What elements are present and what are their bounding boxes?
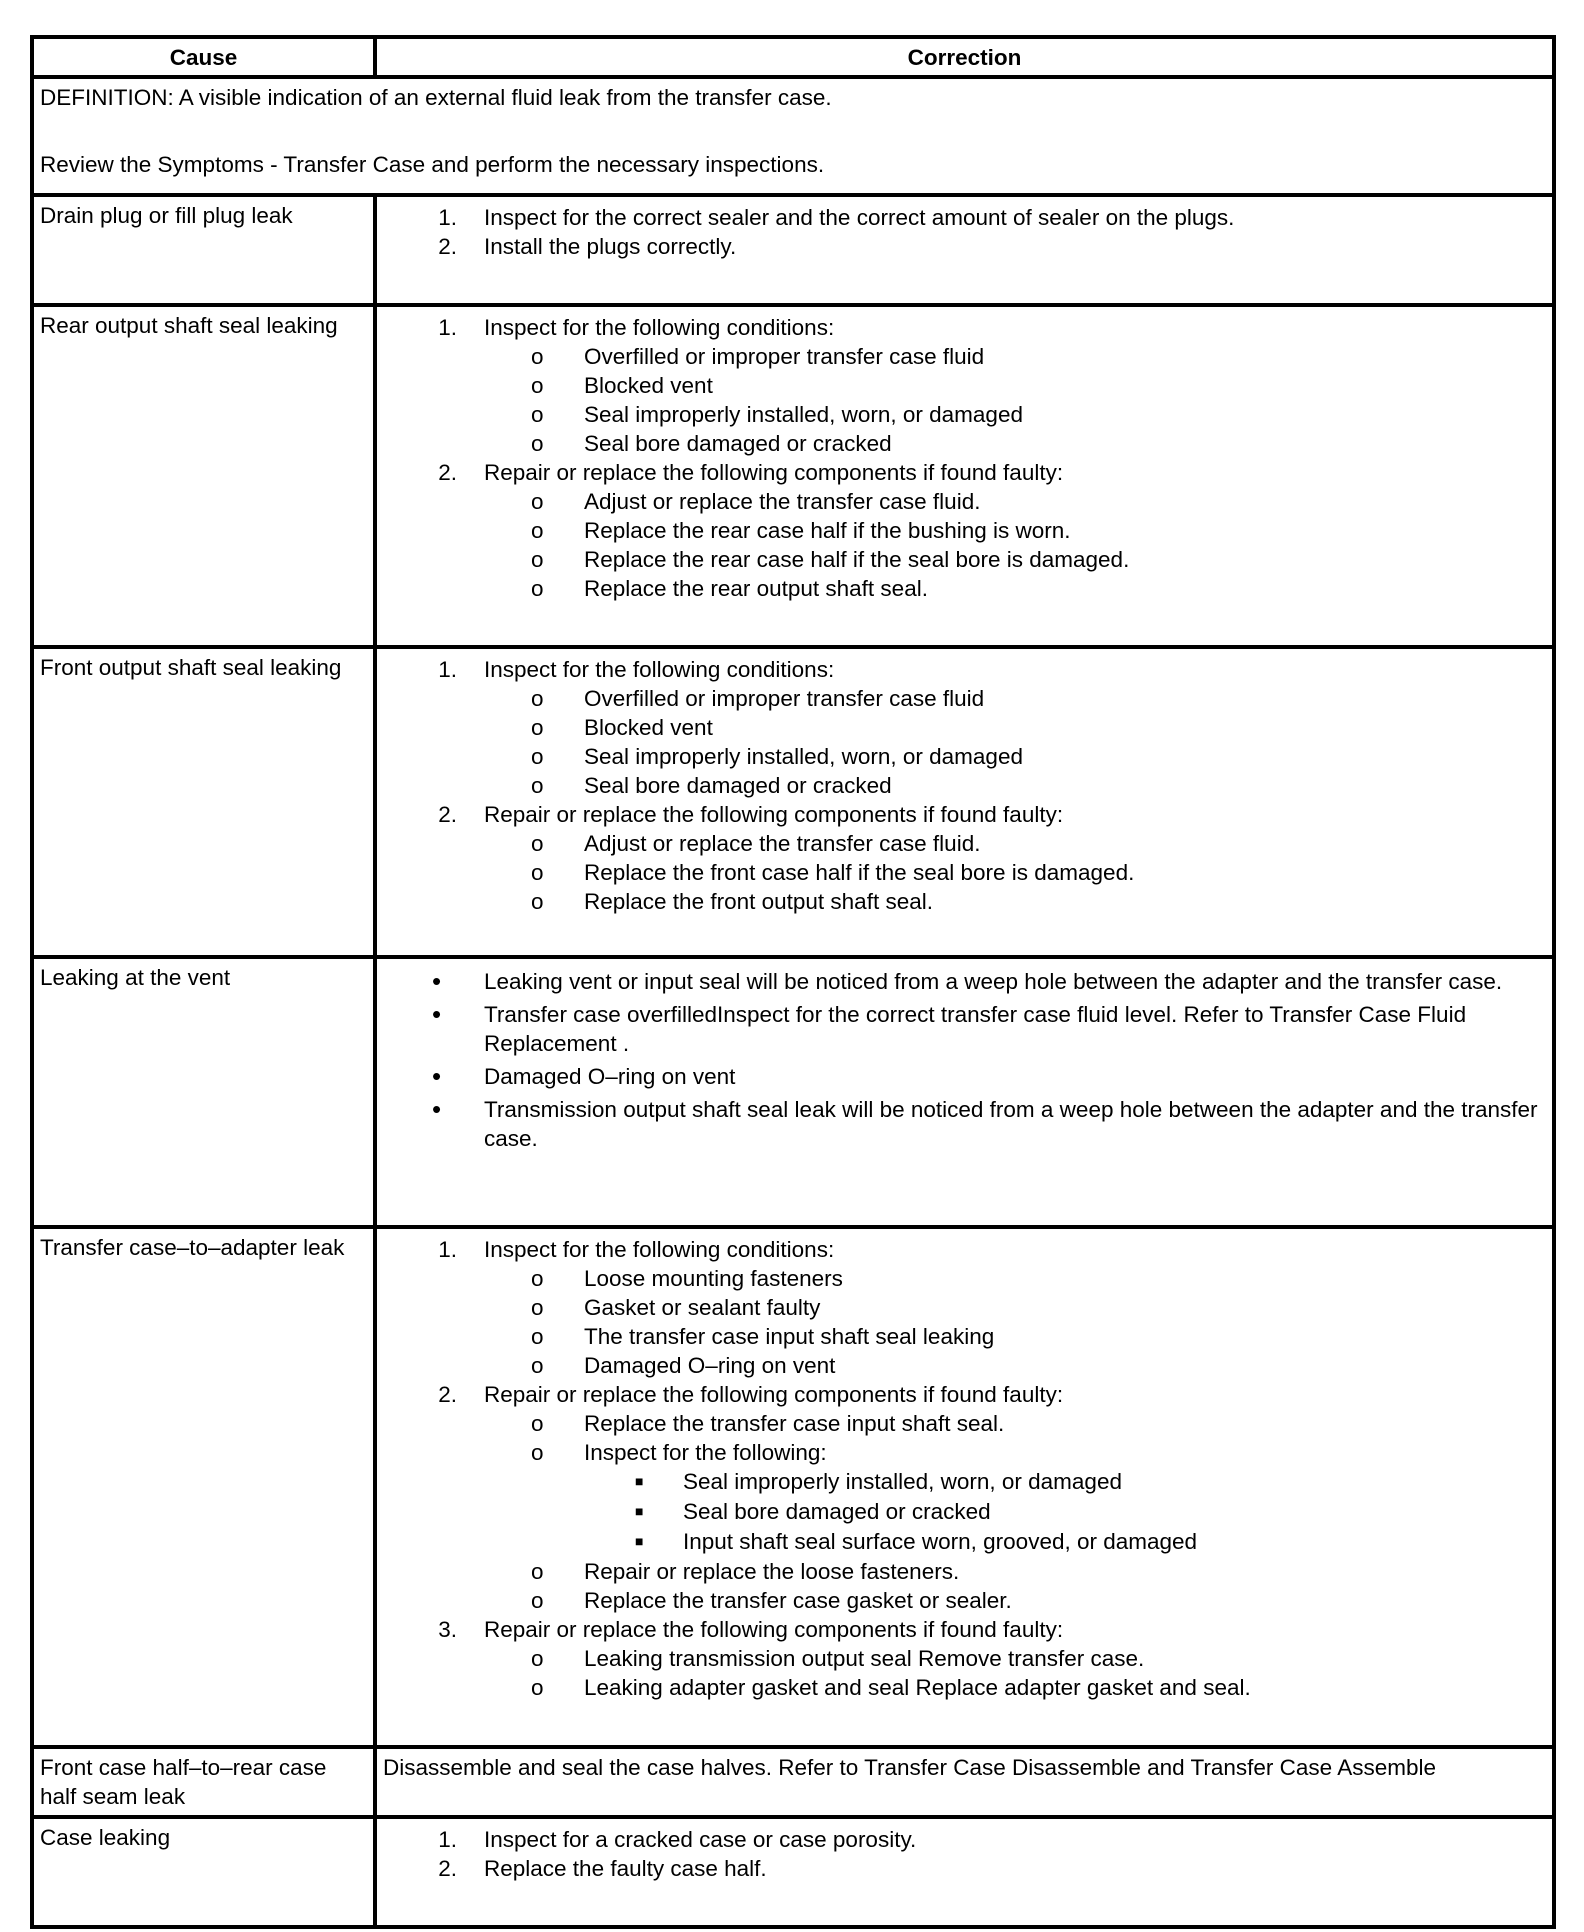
list-item [377, 1062, 1552, 1091]
list-item [377, 574, 1552, 603]
list-item [377, 429, 1552, 458]
bullet-text: Transfer case overfilledInspect for the correct transfer case fluid level. Refer to Transfer Case Fluid Replacement . [484, 1002, 1467, 1056]
list-item [377, 1095, 1552, 1153]
circle-bullet-icon: o [531, 518, 544, 543]
list-item [377, 1615, 1552, 1644]
diagnosis-table [30, 35, 1556, 1929]
list-item [377, 887, 1552, 916]
sub-item-text: Leaking adapter gasket and seal Replace adapter gasket and seal. [584, 1675, 1251, 1700]
step-text: Repair or replace the following components if found faulty: [484, 802, 1064, 827]
bullet-icon: • [432, 1094, 442, 1124]
list-item [377, 400, 1552, 429]
correction-cell [375, 195, 1554, 305]
bullet-icon: • [432, 966, 442, 996]
definition-text: DEFINITION: A visible indication of an external fluid leak from the transfer case. [40, 85, 832, 110]
cause-text: Rear output shaft seal leaking [40, 313, 338, 338]
circle-bullet-icon: o [531, 373, 544, 398]
sub-item-text: Blocked vent [584, 373, 713, 398]
bullet-text: Transmission output shaft seal leak will be noticed from a weep hole between the adapter and the transfer case. [484, 1097, 1538, 1151]
step-text: Inspect for a cracked case or case porosity. [484, 1827, 917, 1852]
sub-item-text: Replace the rear case half if the seal bore is damaged. [584, 547, 1130, 572]
list-item [377, 1264, 1552, 1293]
sub-item-text: Overfilled or improper transfer case fluid [584, 344, 985, 369]
circle-bullet-icon: o [531, 1324, 544, 1349]
list-item [377, 1854, 1552, 1883]
list-item [377, 771, 1552, 800]
sub-item-text: Seal bore damaged or cracked [584, 773, 892, 798]
step-text: Inspect for the following conditions: [484, 657, 835, 682]
sub-item-text: Damaged O–ring on vent [584, 1353, 836, 1378]
definition-row [32, 77, 1554, 195]
cause-text: Drain plug or fill plug leak [40, 203, 293, 228]
correction-header: Correction [375, 37, 1554, 77]
step-text: Install the plugs correctly. [484, 234, 737, 259]
list-item [377, 1293, 1552, 1322]
step-text: Repair or replace the following components if found faulty: [484, 460, 1064, 485]
sub-item-text: Replace the transfer case gasket or sealer. [584, 1588, 1012, 1613]
square-bullet-icon: ■ [635, 1473, 644, 1489]
table-row [32, 1817, 1554, 1927]
circle-bullet-icon: o [531, 547, 544, 572]
step-text: Inspect for the following conditions: [484, 315, 835, 340]
circle-bullet-icon: o [531, 576, 544, 601]
list-item [377, 371, 1552, 400]
square-bullet-icon: ■ [635, 1503, 644, 1519]
list-item [377, 800, 1552, 829]
list-item [377, 684, 1552, 713]
list-item [377, 858, 1552, 887]
step-number: 1. [438, 315, 457, 340]
list-item [377, 1497, 1552, 1527]
list-item [377, 1586, 1552, 1615]
list-item [377, 1673, 1552, 1702]
list-item [377, 829, 1552, 858]
cause-cell [32, 647, 375, 957]
circle-bullet-icon: o [531, 773, 544, 798]
correction-cell [375, 305, 1554, 647]
list-item [377, 458, 1552, 487]
list-item [377, 232, 1552, 261]
bullet-icon: • [432, 999, 442, 1029]
circle-bullet-icon: o [531, 860, 544, 885]
cause-cell [32, 1747, 375, 1817]
step-number: 1. [438, 1827, 457, 1852]
circle-bullet-icon: o [531, 489, 544, 514]
circle-bullet-icon: o [531, 344, 544, 369]
list-item [377, 516, 1552, 545]
sub-item-text: Loose mounting fasteners [584, 1266, 843, 1291]
circle-bullet-icon: o [531, 686, 544, 711]
step-number: 3. [438, 1617, 457, 1642]
list-item [377, 1467, 1552, 1497]
circle-bullet-icon: o [531, 431, 544, 456]
list-item [377, 713, 1552, 742]
correction-text: Disassemble and seal the case halves. Refer to Transfer Case Disassemble and Transfer Case Assemble [383, 1755, 1436, 1780]
list-item [377, 1351, 1552, 1380]
list-item [377, 487, 1552, 516]
sub-item-text: Repair or replace the loose fasteners. [584, 1559, 960, 1584]
cause-text: Front output shaft seal leaking [40, 655, 342, 680]
circle-bullet-icon: o [531, 1411, 544, 1436]
sub-item-text: Adjust or replace the transfer case fluid. [584, 831, 981, 856]
cause-text: Transfer case–to–adapter leak [40, 1235, 345, 1260]
step-number: 1. [438, 1237, 457, 1262]
list-item [377, 342, 1552, 371]
sub-item-text: Replace the rear case half if the bushing is worn. [584, 518, 1071, 543]
circle-bullet-icon: o [531, 402, 544, 427]
header-row [32, 37, 1554, 77]
circle-bullet-icon: o [531, 1440, 544, 1465]
step-text: Replace the faulty case half. [484, 1856, 767, 1881]
table-row [32, 305, 1554, 647]
step-text: Inspect for the following conditions: [484, 1237, 835, 1262]
circle-bullet-icon: o [531, 1559, 544, 1584]
cause-text: Front case half–to–rear case half seam leak [40, 1755, 327, 1809]
correction-cell [375, 647, 1554, 957]
cause-cell [32, 957, 375, 1227]
circle-bullet-icon: o [531, 715, 544, 740]
sub-item-text: The transfer case input shaft seal leaking [584, 1324, 995, 1349]
circle-bullet-icon: o [531, 1588, 544, 1613]
bullet-text: Damaged O–ring on vent [484, 1064, 736, 1089]
sub-item-text: Seal improperly installed, worn, or damaged [584, 402, 1023, 427]
list-item [377, 1557, 1552, 1586]
sub-item-text: Leaking transmission output seal Remove transfer case. [584, 1646, 1145, 1671]
sub-sub-item-text: Seal improperly installed, worn, or damaged [683, 1469, 1122, 1494]
bullet-icon: • [432, 1061, 442, 1091]
sub-item-text: Adjust or replace the transfer case fluid. [584, 489, 981, 514]
list-item [377, 1380, 1552, 1409]
list-item [377, 1825, 1552, 1854]
step-text: Repair or replace the following components if found faulty: [484, 1382, 1064, 1407]
square-bullet-icon: ■ [635, 1533, 644, 1549]
step-text: Repair or replace the following components if found faulty: [484, 1617, 1064, 1642]
sub-item-text: Replace the transfer case input shaft seal. [584, 1411, 1005, 1436]
step-number: 2. [438, 234, 457, 259]
list-item [377, 313, 1552, 342]
list-item [377, 655, 1552, 684]
sub-item-text: Seal improperly installed, worn, or damaged [584, 744, 1023, 769]
table-row [32, 647, 1554, 957]
list-item [377, 1644, 1552, 1673]
list-item [377, 1409, 1552, 1438]
circle-bullet-icon: o [531, 1266, 544, 1291]
sub-sub-item-text: Seal bore damaged or cracked [683, 1499, 991, 1524]
sub-item-text: Inspect for the following: [584, 1440, 827, 1465]
table-row [32, 195, 1554, 305]
correction-cell [375, 1747, 1554, 1817]
step-number: 1. [438, 657, 457, 682]
definition-cell [32, 77, 1554, 195]
sub-sub-item-text: Input shaft seal surface worn, grooved, or damaged [683, 1529, 1198, 1554]
circle-bullet-icon: o [531, 889, 544, 914]
cause-cell [32, 195, 375, 305]
step-number: 2. [438, 1856, 457, 1881]
list-item [377, 742, 1552, 771]
step-number: 2. [438, 460, 457, 485]
circle-bullet-icon: o [531, 831, 544, 856]
list-item [377, 203, 1552, 232]
list-item [377, 967, 1552, 996]
cause-cell [32, 1817, 375, 1927]
cause-cell [32, 1227, 375, 1747]
circle-bullet-icon: o [531, 1295, 544, 1320]
review-text: Review the Symptoms - Transfer Case and perform the necessary inspections. [40, 152, 825, 177]
circle-bullet-icon: o [531, 744, 544, 769]
table-row [32, 1747, 1554, 1817]
correction-cell [375, 1817, 1554, 1927]
cause-text: Case leaking [40, 1825, 171, 1850]
sub-item-text: Replace the front case half if the seal bore is damaged. [584, 860, 1135, 885]
correction-cell [375, 957, 1554, 1227]
list-item [377, 545, 1552, 574]
circle-bullet-icon: o [531, 1675, 544, 1700]
list-item [377, 1527, 1552, 1557]
list-item [377, 1438, 1552, 1467]
correction-cell [375, 1227, 1554, 1747]
circle-bullet-icon: o [531, 1646, 544, 1671]
cause-cell [32, 305, 375, 647]
sub-item-text: Replace the front output shaft seal. [584, 889, 933, 914]
step-text: Inspect for the correct sealer and the correct amount of sealer on the plugs. [484, 205, 1235, 230]
bullet-text: Leaking vent or input seal will be noticed from a weep hole between the adapter and the transfer case. [484, 969, 1503, 994]
list-item [377, 1000, 1552, 1058]
cause-text: Leaking at the vent [40, 965, 231, 990]
step-number: 2. [438, 1382, 457, 1407]
step-number: 1. [438, 205, 457, 230]
troubleshooting-document [30, 35, 1552, 1929]
circle-bullet-icon: o [531, 1353, 544, 1378]
list-item [377, 1235, 1552, 1264]
cause-header: Cause [32, 37, 375, 77]
table-row [32, 957, 1554, 1227]
sub-item-text: Gasket or sealant faulty [584, 1295, 821, 1320]
sub-item-text: Replace the rear output shaft seal. [584, 576, 928, 601]
table-row [32, 1227, 1554, 1747]
sub-item-text: Seal bore damaged or cracked [584, 431, 892, 456]
sub-item-text: Blocked vent [584, 715, 713, 740]
list-item [377, 1322, 1552, 1351]
step-number: 2. [438, 802, 457, 827]
sub-item-text: Overfilled or improper transfer case fluid [584, 686, 985, 711]
